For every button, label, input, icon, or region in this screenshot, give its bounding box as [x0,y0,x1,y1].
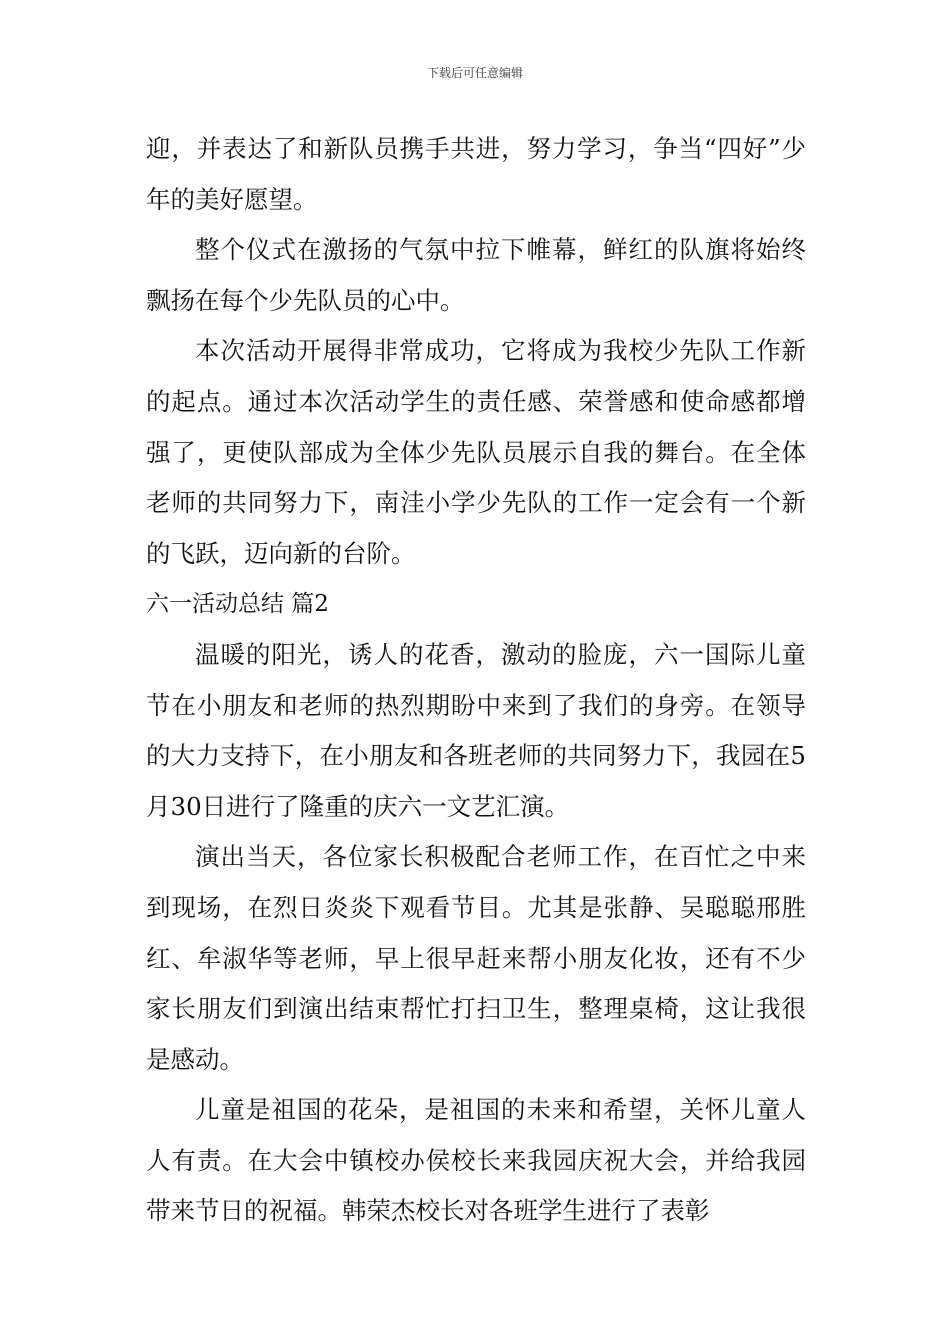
paragraph: 温暖的阳光，诱人的花香，激动的脸庞，六一国际儿童节在小朋友和老师的热烈期盼中来到了我们的身旁。在领导的大力支持下，在小朋友和各班老师的共同努力下，我园在5月30日进行了隆重的庆六一文艺汇演。 [146,639,806,821]
paragraph-continued: 迎，并表达了和新队员携手共进，努力学习，争当“四好”少年的美好愿望。 [146,134,806,214]
section-heading: 六一活动总结 篇2 [146,591,329,618]
paragraph: 儿童是祖国的花朵，是祖国的未来和希望，关怀儿童人人有责。在大会中镇校办侯校长来我园庆祝大会，并给我园带来节日的祝福。韩荣杰校长对各班学生进行了表彰 [146,1095,806,1226]
document-body [146,124,806,1237]
paragraph: 演出当天，各位家长积极配合老师工作，在百忙之中来到现场，在烈日炎炎下观看节目。尤其是张静、吴聪聪邢胜红、牟淑华等老师，早上很早赶来帮小朋友化妆，还有不少家长朋友们到演出结束帮忙打扫卫生，整理桌椅，这让我很是感动。 [146,842,806,1074]
page-header: 下载后可任意编辑 [426,66,523,80]
paragraph: 整个仪式在激扬的气氛中拉下帷幕，鲜红的队旗将始终飘扬在每个少先队员的心中。 [146,235,806,315]
paragraph: 本次活动开展得非常成功，它将成为我校少先队工作新的起点。通过本次活动学生的责任感、荣誉感和使命感都增强了，更使队部成为全体少先队员展示自我的舞台。在全体老师的共同努力下，南洼小学少先队的工作一定会有一个新的飞跃，迈向新的台阶。 [146,336,806,568]
